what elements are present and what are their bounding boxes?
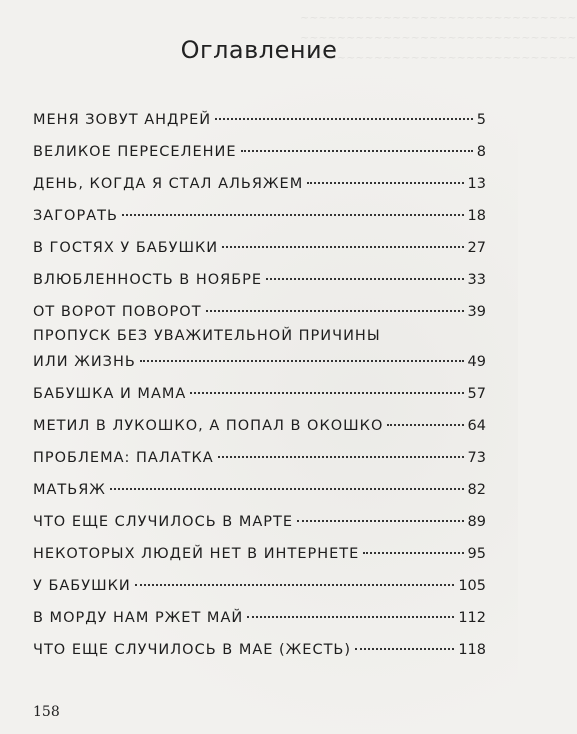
- toc-entry-row: [33, 140, 486, 164]
- toc-entry-title: НЕКОТОРЫХ ЛЮДЕЙ НЕТ В ИНТЕРНЕТЕ: [33, 546, 360, 562]
- toc-entry-page: 105: [458, 578, 486, 594]
- dot-leader: [122, 214, 464, 216]
- toc-entry-row: [33, 172, 486, 196]
- show-through-text: ~~~~~~~~~~~~~~~~~~~~~~~~~~~~~~ ~~~~~~~~~~~~~~~~~~~~~~~~~~~~~~ ~~~~~~~~~~~~~~~~~~~~~~~~~~~~~~: [300, 11, 577, 64]
- toc-entry-title: ЧТО ЕЩЕ СЛУЧИЛОСЬ В МАЕ (ЖЕСТЬ): [33, 642, 352, 658]
- toc-entry: [33, 406, 486, 438]
- toc-entry-title: В МОРДУ НАМ РЖЕТ МАЙ: [33, 610, 244, 626]
- toc-entry-row: [33, 638, 486, 662]
- toc-entry-title: ИЛИ ЖИЗНЬ: [33, 354, 136, 370]
- page-number: 158: [33, 704, 60, 720]
- dot-leader: [190, 392, 463, 394]
- toc-entry-title: ДЕНЬ, КОГДА Я СТАЛ АЛЬЯЖЕМ: [33, 176, 304, 192]
- toc-entry-row: [33, 446, 486, 470]
- dot-leader: [218, 456, 464, 458]
- toc-entry-row: [33, 382, 486, 406]
- toc-entry: [33, 630, 486, 662]
- dot-leader: [140, 360, 464, 362]
- toc-entry-title: ВЕЛИКОЕ ПЕРЕСЕЛЕНИЕ: [33, 144, 237, 160]
- dot-leader: [297, 520, 464, 522]
- toc-entry-page: 8: [476, 144, 486, 160]
- toc-entry: [33, 164, 486, 196]
- toc-entry: [33, 470, 486, 502]
- dot-leader: [110, 488, 464, 490]
- toc-entry-page: 95: [467, 546, 486, 562]
- toc-entry-title: МЕНЯ ЗОВУТ АНДРЕЙ: [33, 112, 212, 128]
- toc-entry-row: [33, 510, 486, 534]
- toc-entry-page: 18: [467, 208, 486, 224]
- toc-entry-page: 89: [467, 514, 486, 530]
- table-of-contents: [33, 100, 486, 662]
- toc-entry: [33, 324, 486, 374]
- dot-leader: [266, 278, 463, 280]
- toc-entry-title: БАБУШКА И МАМА: [33, 386, 187, 402]
- dot-leader: [387, 424, 463, 426]
- toc-entry-page: 5: [476, 112, 486, 128]
- toc-entry-title: В ГОСТЯХ У БАБУШКИ: [33, 240, 219, 256]
- toc-entry-row: [33, 300, 486, 324]
- toc-entry-title: ЧТО ЕЩЕ СЛУЧИЛОСЬ В МАРТЕ: [33, 514, 294, 530]
- toc-entry-row: [33, 268, 486, 292]
- dot-leader: [215, 118, 473, 120]
- dot-leader: [135, 584, 455, 586]
- dot-leader: [247, 616, 454, 618]
- toc-entry-page: 49: [467, 354, 486, 370]
- toc-entry: [33, 100, 486, 132]
- toc-entry-row: [33, 574, 486, 598]
- toc-entry-row: [33, 350, 486, 374]
- toc-entry-page: 27: [467, 240, 486, 256]
- toc-entry-page: 57: [467, 386, 486, 402]
- toc-entry: [33, 260, 486, 292]
- toc-entry: [33, 502, 486, 534]
- toc-entry-page: 118: [458, 642, 486, 658]
- toc-entry: [33, 228, 486, 260]
- toc-entry-page: 13: [467, 176, 486, 192]
- toc-entry-title: ОТ ВОРОТ ПОВОРОТ: [33, 304, 202, 320]
- toc-entry: [33, 438, 486, 470]
- toc-entry: [33, 292, 486, 324]
- toc-entry-page: 82: [467, 482, 486, 498]
- toc-entry-title: ЗАГОРАТЬ: [33, 208, 118, 224]
- toc-entry-row: [33, 204, 486, 228]
- dot-leader: [307, 182, 463, 184]
- toc-entry-row: [33, 478, 486, 502]
- toc-entry-page: 33: [467, 272, 486, 288]
- toc-entry: [33, 374, 486, 406]
- toc-entry-page: 73: [467, 450, 486, 466]
- toc-entry-page: 112: [458, 610, 486, 626]
- toc-entry: [33, 534, 486, 566]
- dot-leader: [222, 246, 463, 248]
- toc-entry-row: [33, 108, 486, 132]
- dot-leader: [355, 648, 454, 650]
- toc-entry-title: МАТЬЯЖ: [33, 482, 106, 498]
- toc-entry-title: У БАБУШКИ: [33, 578, 131, 594]
- page-title: Оглавление: [180, 36, 338, 64]
- toc-entry-page: 39: [467, 304, 486, 320]
- toc-entry-title: МЕТИЛ В ЛУКОШКО, А ПОПАЛ В ОКОШКО: [33, 418, 384, 434]
- toc-entry: [33, 566, 486, 598]
- toc-entry-title: ВЛЮБЛЕННОСТЬ В НОЯБРЕ: [33, 272, 263, 288]
- toc-entry-row: [33, 606, 486, 630]
- dot-leader: [363, 552, 463, 554]
- toc-entry-title-line1: ПРОПУСК БЕЗ УВАЖИТЕЛЬНОЙ ПРИЧИНЫ: [33, 328, 381, 344]
- toc-entry: [33, 196, 486, 228]
- toc-entry-row: [33, 414, 486, 438]
- dot-leader: [206, 310, 464, 312]
- toc-entry: [33, 132, 486, 164]
- toc-entry-row: [33, 236, 486, 260]
- toc-entry-row: [33, 542, 486, 566]
- toc-entry-page: 64: [467, 418, 486, 434]
- dot-leader: [241, 150, 473, 152]
- toc-entry: [33, 598, 486, 630]
- toc-entry-title: ПРОБЛЕМА: ПАЛАТКА: [33, 450, 214, 466]
